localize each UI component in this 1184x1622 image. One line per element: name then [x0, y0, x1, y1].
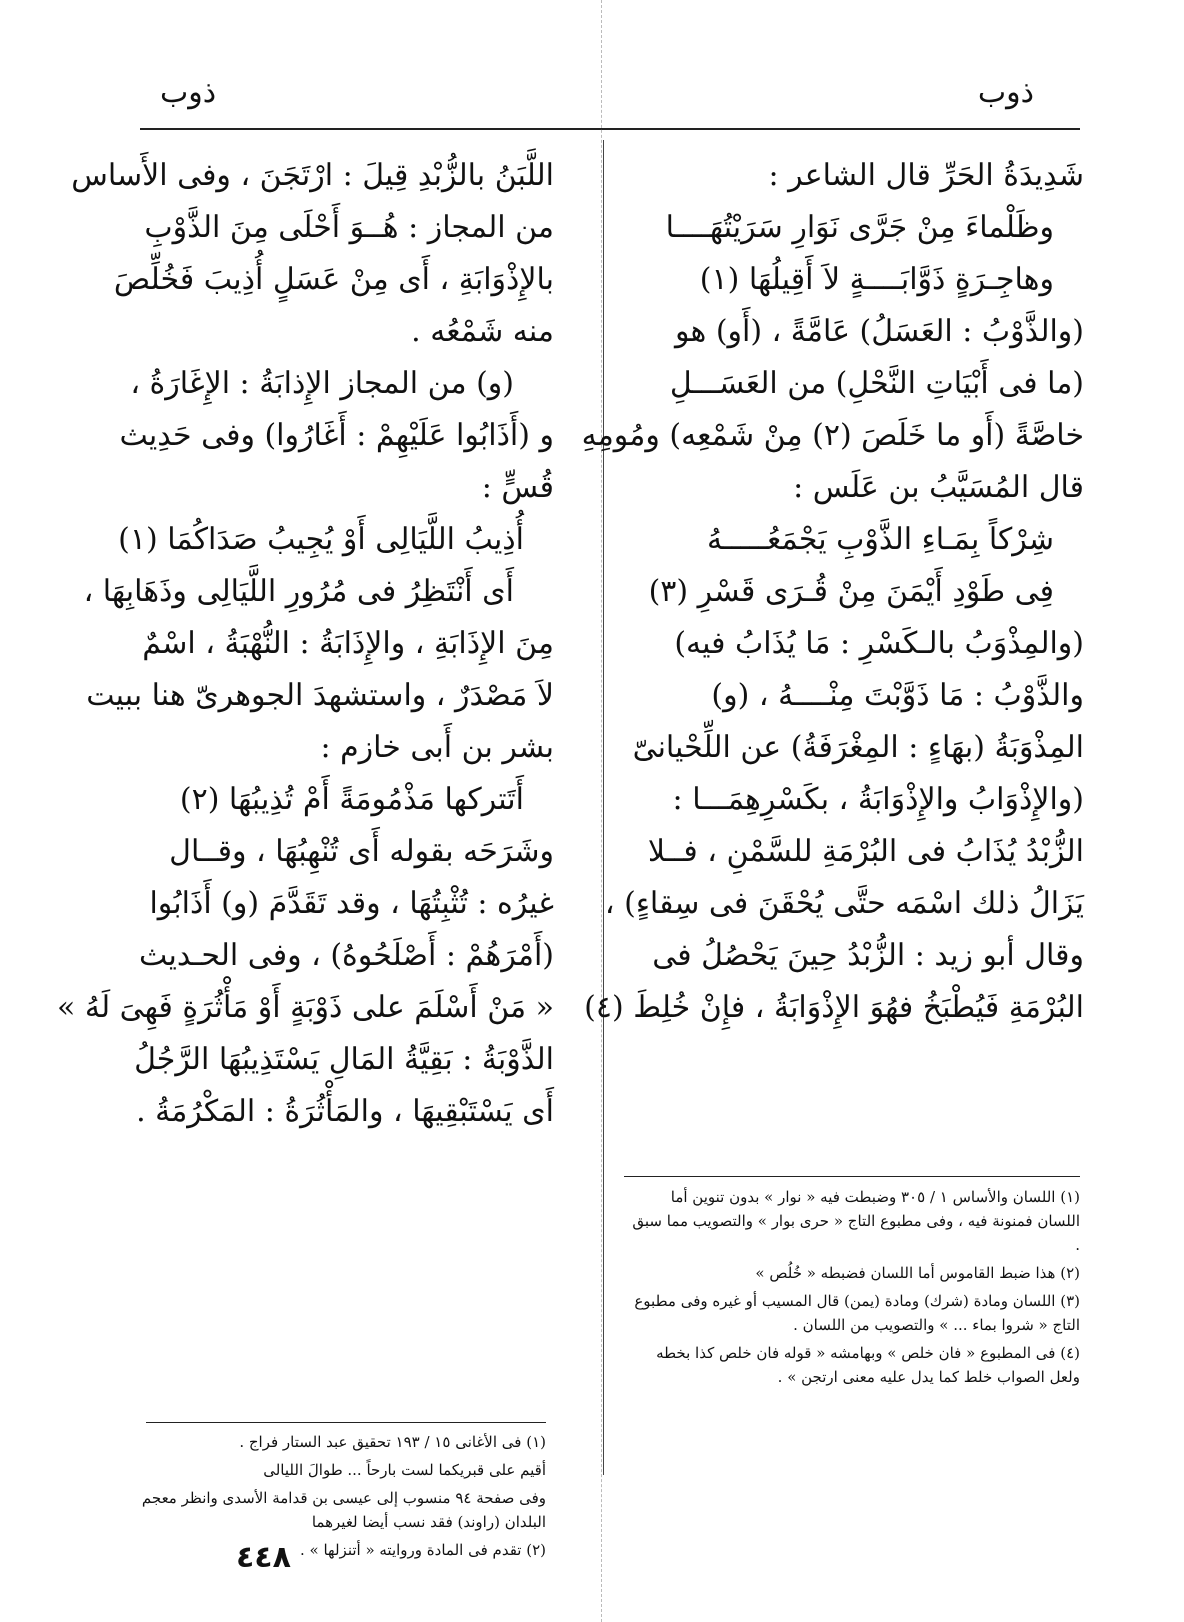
scan-fold-line [601, 0, 602, 1622]
text-line: منه شَمْعُه . [411, 314, 554, 349]
footnote-rule-left [146, 1422, 546, 1423]
text-line: وقال أبو زيد : الزُّبْدُ حِينَ يَحْصُلُ فى [652, 938, 1084, 973]
footnote: (٣) اللسان ومادة (شرك) ومادة (يمن) قال المسيب أو غيره وفى مطبوع التاج « شروا بماء ... » والتصويب من اللسان . [634, 1292, 1080, 1334]
running-header-right: ذوب [977, 75, 1034, 110]
text-line: (و) من المجاز الإِذابَةُ : الإِغَارَةُ ، [130, 366, 514, 401]
text-line: بشر بن أَبى خازم : [320, 730, 554, 765]
text-line: أَى يَسْتَبْقِيهَا ، والمَأْثُرَةُ : المَكْرُمَةُ . [136, 1094, 554, 1129]
footnotes-left [136, 1430, 546, 1566]
footnote-rule-right [624, 1176, 1080, 1177]
footnote: وفى صفحة ٩٤ منسوب إلى عيسى بن قدامة الأسدى وانظر معجم البلدان (راوند) فقد نسب أيضا لغيرهما [141, 1489, 546, 1531]
text-line: « مَنْ أَسْلَمَ على ذَوْبَةٍ أَوْ مَأْثُرَةٍ فَهِىَ لَهُ » [57, 990, 554, 1025]
footnotes-right [624, 1185, 1080, 1393]
verse-line: وهاجِـرَةٍ ذَوَّابَــــةٍ لاَ أَقِيلُهَا (١) [699, 262, 1054, 297]
verse-line: أَتَتركها مَذْمُومَةً أَمْ تُذِيبُهَا (٢) [179, 782, 524, 817]
text-line: قُسٍّ : [481, 470, 554, 505]
text-line: يَزَالُ ذلك اسْمَه حتَّى يُحْقَنَ فى سِقاءٍ) ، [604, 886, 1084, 921]
text-line: (أَمْرَهُمْ : أَصْلَحُوهُ) ، وفى الحـديث [139, 938, 554, 973]
text-line: قال المُسَيَّبُ بن عَلَس : [793, 470, 1084, 505]
left-column [57, 150, 554, 1138]
page-number: ٤٤٨ [236, 1540, 291, 1575]
text-line: الذَّوْبَةُ : بَقِيَّةُ المَالِ يَسْتَذِيبُهَا الرَّجُلُ [134, 1042, 554, 1077]
verse-line: وظَلْماءَ مِنْ جَرَّى نَوَارِ سَرَيْتُهَــــا [665, 210, 1054, 245]
verse-line: أُذِيبُ اللَّيَالِى أَوْ يُجِيبُ صَدَاكُمَا (١) [118, 522, 524, 557]
text-line: اللَّبَنُ بالزُّبْدِ قِيلَ : ارْتَجَنَ ، وفى الأَساس [71, 158, 554, 193]
footnote: (٤) فى المطبوع « فان خلص » وبهامشه « قوله فان خلص كذا بخطه ولعل الصواب خلط كما يدل عليه معنى ارتجن » . [656, 1344, 1080, 1386]
text-line: أَى أَنْتَظِرُ فى مُرُورِ اللَّيَالِى وذَهَابِهَا ، [83, 574, 514, 609]
verse-line: شِرْكاً بِمَـاءِ الذَّوْبِ يَجْمَعُـــــهُ [707, 522, 1054, 557]
text-line: الزُّبْدُ يُذَابُ فى البُرْمَةِ للسَّمْنِ ، فــلا [647, 834, 1084, 869]
footnote-verse: أقيم على قبريكما لست بارحاً ... طوالَ الليالى [263, 1461, 546, 1479]
text-line: (ما فى أَبْيَاتِ النَّحْلِ) من العَسَـــلِ [669, 366, 1084, 401]
footnote: (٢) هذا ضبط القاموس أما اللسان فضبطه « خُلُص » [755, 1264, 1080, 1282]
text-line: المِذْوَبَةُ (بهَاءٍ : المِغْرَفَةُ) عن اللِّحْيانىّ [632, 730, 1084, 765]
text-line: مِنَ الإِذَابَةِ ، والإِذَابَةُ : النُّهْبَةُ ، اسْمٌ [142, 626, 554, 661]
verse-line: فِى طَوْدِ أَيْمَنَ مِنْ قُـرَى قَسْرِ (٣) [648, 574, 1054, 609]
footnote: (١) فى الأغانى ١٥ / ١٩٣ تحقيق عبد الستار فراج . [239, 1433, 546, 1451]
text-line: (والإِذْوَابُ والإِذْوَابَةُ ، بكَسْرِهِمَـــا : [672, 782, 1084, 817]
text-line: والذَّوْبُ : مَا ذَوَّبْتَ مِنْــــهُ ، (و) [711, 678, 1084, 713]
column-divider [603, 140, 604, 1475]
right-column [581, 150, 1084, 1034]
running-header-left: ذوب [160, 75, 217, 110]
text-line: بالإِذْوَابَةِ ، أَى مِنْ عَسَلٍ أُذِيبَ فَخُلِّصَ [113, 262, 554, 297]
text-line: شَدِيدَةُ الحَرِّ قال الشاعر : [768, 158, 1084, 193]
footnote: (١) اللسان والأساس ١ / ٣٠٥ وضبطت فيه « نوار » بدون تنوين أما اللسان فمنونة فيه ، وفى مطبوع التاج « حرى بوار » والتصويب مما سبق . [632, 1188, 1080, 1254]
text-line: غيرُه : تُثْبِتُهَا ، وقد تَقَدَّمَ (و) أَذَابُوا [149, 886, 554, 921]
header-rule [140, 128, 1080, 130]
text-line: لاَ مَصْدَرٌ ، واستشهدَ الجوهرىّ هنا ببيت [86, 678, 554, 713]
text-line: و (أَذَابُوا عَلَيْهِمْ : أَغَارُوا) وفى حَدِيث [119, 418, 554, 453]
text-line: خاصَّةً (أَو ما خَلَصَ (٢) مِنْ شَمْعِه) ومُومِهِ [581, 418, 1084, 453]
text-line: وشَرَحَه بقوله أَى تُنْهِبُهَا ، وقــال [169, 834, 554, 869]
text-line: من المجاز : هُــوَ أَحْلَى مِنَ الذَّوْبِ [144, 210, 554, 245]
text-line: البُرْمَةِ فَيُطْبَخُ فهُوَ الإِذْوَابَةُ ، فإِنْ خُلِطَ (٤) [584, 990, 1084, 1025]
footnote: (٢) تقدم فى المادة وروايته « أتنزلها » . [300, 1541, 546, 1559]
text-line: (والذَّوْبُ : العَسَلُ) عَامَّةً ، (أَو) هو [674, 314, 1084, 349]
text-line: (والمِذْوَبُ بالـكَسْرِ : مَا يُذَابُ فيه) [674, 626, 1084, 661]
